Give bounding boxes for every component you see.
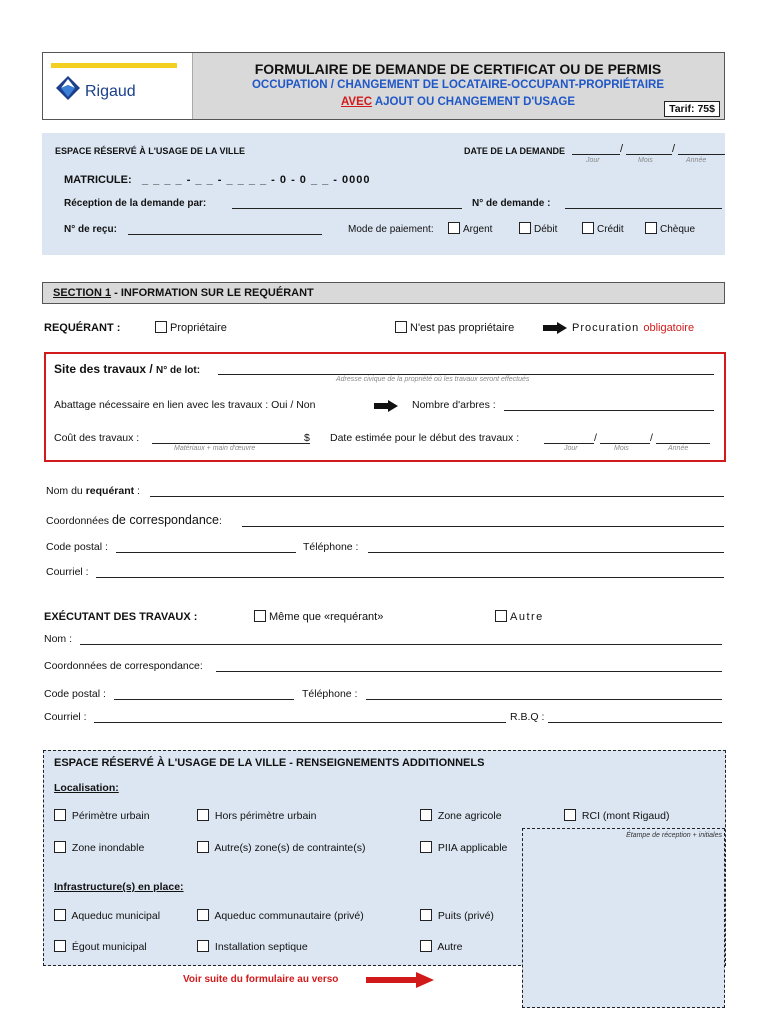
paiement-cheque-label: Chèque — [660, 224, 696, 235]
checkbox[interactable] — [564, 809, 576, 821]
loc-hors-perimetre[interactable] — [197, 809, 316, 822]
rbq-label: R.B.Q : — [510, 711, 545, 723]
form-subtitle-2 — [193, 96, 723, 108]
debut-jour-hint: Jour — [564, 445, 578, 452]
coord-requerant-field[interactable] — [242, 526, 724, 527]
reception-field[interactable] — [232, 208, 462, 209]
obligatoire-label: obligatoire — [643, 322, 695, 334]
requerant-label: REQUÉRANT : — [44, 322, 121, 334]
checkbox[interactable] — [254, 610, 266, 622]
checkbox[interactable] — [54, 809, 66, 821]
checkbox[interactable] — [155, 321, 167, 333]
section-1-title: - INFORMATION SUR LE REQUÉRANT — [111, 287, 314, 299]
arrow-right-icon — [374, 400, 398, 412]
executant-telephone-label: Téléphone : — [302, 688, 358, 700]
infra-autre[interactable] — [420, 940, 462, 953]
section-1-header — [42, 282, 725, 304]
logo — [43, 53, 193, 119]
courriel-field[interactable] — [96, 577, 724, 578]
infra-aqueduc-communautaire[interactable] — [197, 909, 364, 922]
loc-zone-inondable-label: Zone inondable — [71, 842, 145, 854]
site-travaux-box: Site des travaux / N° de lot: Adresse civique de la propriété où les travaux seront effectués Abattage nécessaire en lien avec les travaux : Oui / Non Nombre d'arbres : Coût des travaux : $ Matériaux + main d'œuvre Date estimée pour le début des travaux : / / Jour Mois Année — [44, 352, 726, 462]
checkbox[interactable] — [395, 321, 407, 333]
date-annee-hint: Année — [686, 157, 707, 164]
city-reserved-title: ESPACE RÉSERVÉ À L'USAGE DE LA VILLE — [55, 146, 246, 156]
additional-info-title: ESPACE RÉSERVÉ À L'USAGE DE LA VILLE - RENSEIGNEMENTS ADDITIONNELS — [54, 757, 485, 769]
paiement-credit[interactable] — [582, 222, 624, 235]
telephone-field[interactable] — [368, 552, 724, 553]
checkbox[interactable] — [54, 841, 66, 853]
checkbox[interactable] — [197, 841, 209, 853]
loc-zone-agricole[interactable] — [420, 809, 502, 822]
coord-prefix: Coordonnées — [46, 515, 112, 527]
coord-suffix: : — [219, 515, 222, 527]
loc-autre-contrainte-label: Autre(s) zone(s) de contrainte(s) — [214, 842, 366, 854]
checkbox[interactable] — [582, 222, 594, 234]
red-arrow-right-icon — [366, 972, 434, 988]
executant-nom-field[interactable] — [80, 644, 722, 645]
matricule-label: MATRICULE: — [64, 174, 132, 186]
site-adresse-field[interactable] — [218, 374, 714, 375]
loc-piia-label: PIIA applicable — [437, 842, 508, 854]
no-lot-label: N° de lot: — [156, 365, 201, 376]
proprietaire-option[interactable] — [155, 321, 227, 334]
paiement-argent[interactable] — [448, 222, 492, 235]
checkbox[interactable] — [519, 222, 531, 234]
code-postal-field[interactable] — [116, 552, 296, 553]
infrastructure-label: Infrastructure(s) en place: — [54, 881, 184, 893]
infra-autre-label: Autre — [437, 941, 463, 953]
rigaud-logo-icon — [55, 75, 81, 101]
loc-piia[interactable] — [420, 841, 507, 854]
debut-mois-field[interactable] — [600, 443, 650, 444]
subtitle-2-rest: AJOUT OU CHANGEMENT D'USAGE — [372, 96, 576, 108]
localisation-label: Localisation: — [54, 782, 119, 794]
infra-installation-septique-label: Installation septique — [214, 941, 308, 953]
executant-coord-label: Coordonnées de correspondance: — [44, 660, 203, 672]
checkbox[interactable] — [54, 909, 66, 921]
form-title: FORMULAIRE DE DEMANDE DE CERTIFICAT OU DE PERMIS — [254, 61, 662, 77]
rbq-field[interactable] — [548, 722, 722, 723]
arrow-right-icon — [543, 322, 567, 334]
executant-code-postal-label: Code postal : — [44, 688, 106, 700]
form-subtitle-1: OCCUPATION / CHANGEMENT DE LOCATAIRE-OCCUPANT-PROPRIÉTAIRE — [251, 79, 665, 91]
executant-code-postal-field[interactable] — [114, 699, 294, 700]
cout-field[interactable] — [152, 443, 310, 444]
tarif-badge: Tarif: 75$ — [664, 101, 720, 117]
telephone-label: Téléphone : — [303, 541, 359, 553]
date-jour-hint: Jour — [586, 157, 600, 164]
checkbox[interactable] — [645, 222, 657, 234]
proprietaire-label: Propriétaire — [170, 322, 227, 334]
infra-egout-municipal-label: Égout municipal — [71, 941, 147, 953]
executant-courriel-label: Courriel : — [44, 711, 87, 723]
loc-zone-inondable[interactable] — [54, 841, 144, 854]
infra-egout-municipal[interactable] — [54, 940, 147, 953]
stamp-label: Étampe de réception + initiales — [626, 832, 722, 839]
no-demande-label: N° de demande : — [472, 198, 551, 209]
mode-paiement-label: Mode de paiement: — [348, 224, 434, 235]
loc-perimetre-urbain[interactable] — [54, 809, 150, 822]
checkbox[interactable] — [448, 222, 460, 234]
stamp-box — [522, 828, 725, 1008]
no-recu-field[interactable] — [128, 234, 322, 235]
no-demande-field[interactable] — [565, 208, 722, 209]
loc-autre-contrainte[interactable] — [197, 841, 365, 854]
cout-hint: Matériaux + main d'œuvre — [174, 445, 256, 452]
infra-puits[interactable] — [420, 909, 494, 922]
paiement-argent-label: Argent — [463, 224, 493, 235]
nombre-arbres-field[interactable] — [504, 410, 714, 411]
paiement-debit-label: Débit — [534, 224, 558, 235]
checkbox[interactable] — [197, 909, 209, 921]
cout-label: Coût des travaux : — [54, 432, 140, 444]
paiement-cheque[interactable] — [645, 222, 695, 235]
nom-requerant-label — [46, 485, 140, 497]
executant-telephone-field[interactable] — [366, 699, 722, 700]
verso-note: Voir suite du formulaire au verso — [183, 974, 339, 985]
cout-unit: $ — [304, 432, 310, 444]
section-1-number: SECTION 1 — [53, 287, 112, 299]
debut-annee-hint: Année — [668, 445, 689, 452]
checkbox[interactable] — [420, 940, 432, 952]
executant-label: EXÉCUTANT DES TRAVAUX : — [44, 611, 198, 623]
checkbox[interactable] — [420, 909, 432, 921]
nom-suffix: : — [134, 485, 140, 497]
adresse-hint: Adresse civique de la propriété où les travaux seront effectués — [336, 376, 530, 383]
checkbox[interactable] — [420, 809, 432, 821]
executant-courriel-field[interactable] — [94, 722, 506, 723]
form-header — [42, 52, 725, 120]
checkbox[interactable] — [197, 940, 209, 952]
abattage-label: Abattage nécessaire en lien avec les travaux : Oui / Non — [54, 399, 316, 411]
loc-hors-perimetre-label: Hors périmètre urbain — [214, 810, 317, 822]
autre-executant-label: Autre — [510, 611, 544, 623]
debut-mois-hint: Mois — [614, 445, 629, 452]
debut-jour-field[interactable] — [544, 443, 594, 444]
avec-word: AVEC — [340, 96, 373, 108]
date-mois-field[interactable] — [626, 154, 672, 155]
nombre-arbres-label: Nombre d'arbres : — [412, 399, 496, 411]
checkbox[interactable] — [495, 610, 507, 622]
loc-rci[interactable] — [564, 809, 669, 822]
infra-aqueduc-municipal[interactable] — [54, 909, 160, 922]
procuration-label: Procuration — [572, 322, 640, 334]
site-travaux-label: Site des travaux / — [54, 362, 157, 376]
courriel-label: Courriel : — [46, 566, 89, 578]
nom-requerant-field[interactable] — [150, 496, 724, 497]
logo-yellow-bar — [51, 63, 177, 68]
autre-executant-option[interactable] — [495, 610, 544, 623]
pas-proprietaire-option[interactable] — [395, 321, 514, 334]
checkbox[interactable] — [420, 841, 432, 853]
infra-puits-label: Puits (privé) — [437, 910, 494, 922]
meme-requerant-option[interactable] — [254, 610, 383, 623]
logo-text: Rigaud — [85, 83, 136, 100]
date-debut-label: Date estimée pour le début des travaux : — [330, 432, 520, 444]
matricule-field[interactable]: _ _ _ _ - _ _ - _ _ _ _ - 0 - 0 _ _ - 0000 — [142, 174, 371, 186]
loc-zone-agricole-label: Zone agricole — [437, 810, 502, 822]
paiement-debit[interactable] — [519, 222, 557, 235]
checkbox[interactable] — [54, 940, 66, 952]
pas-proprietaire-label: N'est pas propriétaire — [410, 322, 515, 334]
coord-bold: de correspondance — [111, 513, 219, 527]
debut-annee-field[interactable] — [656, 443, 710, 444]
loc-perimetre-urbain-label: Périmètre urbain — [71, 810, 150, 822]
infra-aqueduc-municipal-label: Aqueduc municipal — [71, 910, 161, 922]
executant-coord-field[interactable] — [216, 671, 722, 672]
date-jour-field[interactable] — [572, 154, 620, 155]
meme-requerant-label: Même que «requérant» — [269, 611, 384, 623]
nom-prefix: Nom du — [46, 485, 86, 497]
coord-requerant-label — [46, 513, 222, 527]
paiement-credit-label: Crédit — [597, 224, 624, 235]
date-mois-hint: Mois — [638, 157, 653, 164]
infra-aqueduc-communautaire-label: Aqueduc communautaire (privé) — [214, 910, 364, 922]
city-reserved-box: ESPACE RÉSERVÉ À L'USAGE DE LA VILLE DATE DE LA DEMANDE / / Jour Mois Année MATRICULE: _ _ _ _ - _ _ - _ _ _ _ - 0 - 0 _ _ - 0000 Réception de la demande par: N° de demande : N° de reçu: Mode de paiement: Argent Débit Crédit Chèque — [42, 133, 725, 255]
reception-label: Réception de la demande par: — [64, 198, 207, 209]
loc-rci-label: RCI (mont Rigaud) — [581, 810, 670, 822]
checkbox[interactable] — [197, 809, 209, 821]
no-recu-label: N° de reçu: — [64, 224, 117, 235]
executant-nom-label: Nom : — [44, 633, 73, 645]
nom-bold: requérant — [85, 485, 135, 497]
date-demande-label: DATE DE LA DEMANDE — [464, 146, 565, 156]
infra-installation-septique[interactable] — [197, 940, 308, 953]
code-postal-label: Code postal : — [46, 541, 108, 553]
date-annee-field[interactable] — [678, 154, 725, 155]
